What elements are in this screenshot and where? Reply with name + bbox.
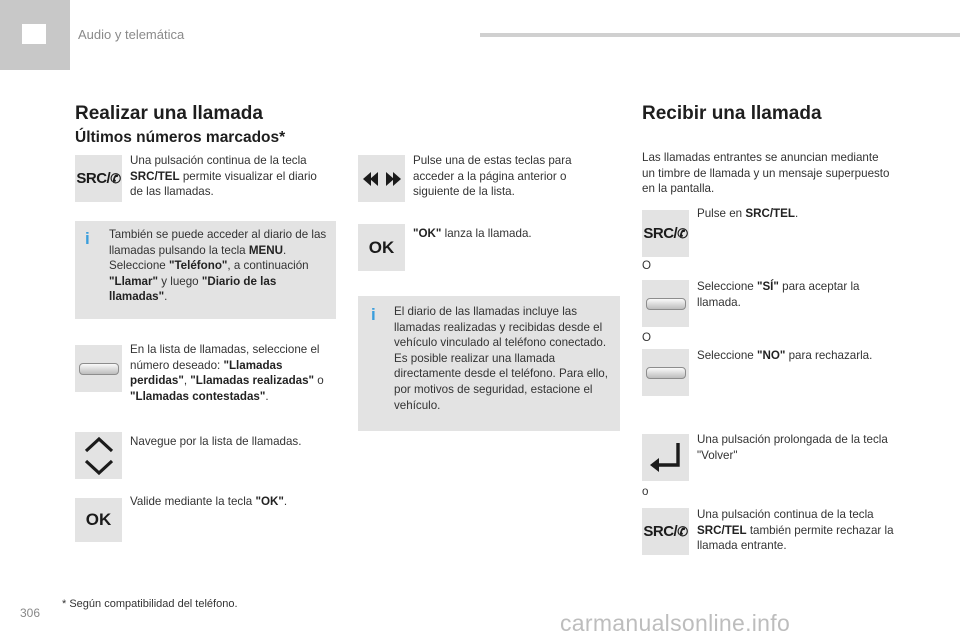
ok-icon-label-2: OK xyxy=(368,237,395,257)
right-title: Recibir una llamada xyxy=(642,103,822,124)
right-step4-text: Una pulsación prolongada de la tecla "Volver" xyxy=(697,433,888,462)
or-separator-2: O xyxy=(642,331,652,344)
info-box-journal xyxy=(358,296,620,431)
src-tel-key-icon xyxy=(75,155,122,202)
chevron-up-down-icon xyxy=(82,435,116,477)
src-label-3: SRC/✆ xyxy=(643,523,688,540)
src-tel-key-icon-2 xyxy=(642,210,689,257)
chapter-tab-inner xyxy=(22,24,46,44)
watermark: carmanualsonline.info xyxy=(560,610,791,636)
select-button-icon xyxy=(75,345,122,392)
or-separator-3: o xyxy=(642,485,649,498)
left-title: Realizar una llamada xyxy=(75,103,263,124)
info-icon: i xyxy=(85,229,90,248)
right-step1-text: Pulse en SRC/TEL. xyxy=(697,207,799,220)
return-arrow-icon xyxy=(648,441,684,475)
up-down-arrows-icon xyxy=(75,432,122,479)
ok-key-icon-2 xyxy=(358,224,405,271)
left-step3-text: Navegue por la lista de llamadas. xyxy=(130,435,302,448)
reject-button-icon xyxy=(642,349,689,396)
accept-button-icon xyxy=(642,280,689,327)
pill-button-shape-3 xyxy=(646,367,686,379)
src-tel-key-icon-3 xyxy=(642,508,689,555)
left-subtitle: Últimos números marcados* xyxy=(75,129,286,146)
section-title: Audio y telemática xyxy=(78,27,185,42)
left-step1-text: Una pulsación continua de la tecla SRC/TEL permite visualizar el diario de las llamadas. xyxy=(130,154,317,199)
info-icon-2: i xyxy=(371,305,376,324)
src-label-2: SRC/✆ xyxy=(643,225,688,242)
pill-button-shape xyxy=(79,363,119,375)
left-step4-text: Valide mediante la tecla "OK". xyxy=(130,495,288,508)
or-separator-1: O xyxy=(642,259,652,272)
ok-key-icon xyxy=(75,498,122,542)
info-box-journal-text: El diario de las llamadas incluye las llamadas realizadas y recibidas desde el vehículo vinculado al teléfono conectado. Es posible realizar una llamada directamente desde el teléfono. Para ello, por motivos de seguridad, estacione el vehículo. xyxy=(394,305,608,412)
pill-button-shape-2 xyxy=(646,298,686,310)
back-key-icon xyxy=(642,434,689,481)
right-step3-text: Seleccione "NO" para rechazarla. xyxy=(697,349,873,362)
right-step2-text: Seleccione "SÍ" para aceptar la llamada. xyxy=(697,280,860,309)
header-rule xyxy=(480,33,960,37)
chapter-tab xyxy=(0,0,70,70)
src-label: SRC/✆ xyxy=(76,170,121,187)
rewind-forward-icon xyxy=(361,169,403,189)
prev-next-arrows-icon xyxy=(358,155,405,202)
footnote: * Según compatibilidad del teléfono. xyxy=(62,598,238,610)
info-box-menu xyxy=(75,221,336,319)
middle-step1-text: Pulse una de estas teclas para acceder a la página anterior o siguiente de la lista. xyxy=(413,154,572,199)
info-box-menu-text: También se puede acceder al diario de las llamadas pulsando la tecla MENU. Seleccione "Teléfono", a continuación "Llamar" y luego "Diario de las llamadas". xyxy=(109,228,327,304)
middle-step2-text: "OK" lanza la llamada. xyxy=(413,227,532,240)
right-step5-text: Una pulsación continua de la tecla SRC/TEL también permite rechazar la llamada entrante. xyxy=(697,508,894,553)
right-intro-text: Las llamadas entrantes se anuncian mediante un timbre de llamada y un mensaje superpuesto en la pantalla. xyxy=(642,151,890,196)
left-step2-text: En la lista de llamadas, seleccione el número deseado: "Llamadas perdidas", "Llamadas realizadas" o "Llamadas contestadas". xyxy=(130,343,324,403)
ok-icon-label: OK xyxy=(85,510,112,529)
page-number: 306 xyxy=(20,606,41,620)
